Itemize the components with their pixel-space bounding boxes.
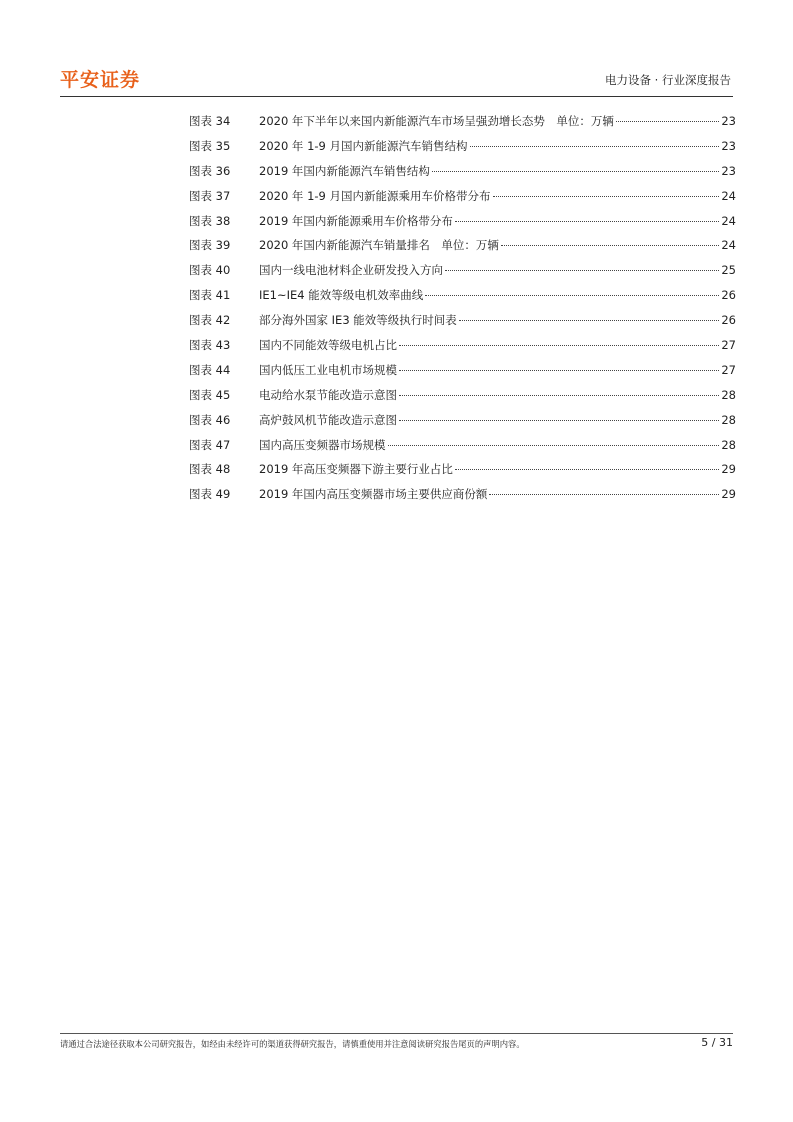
figure-label: 图表 44 [189, 362, 231, 377]
figure-page-number: 23 [721, 114, 736, 128]
figure-title: 国内不同能效等级电机占比 [259, 338, 397, 353]
figure-label: 图表 46 [189, 412, 231, 427]
footer-disclaimer: 请通过合法途径获取本公司研究报告，如经由未经许可的渠道获得研究报告，请慎重使用并注意阅读研究报告尾页的声明内容。 [60, 1039, 525, 1049]
figure-title: 国内低压工业电机市场规模 [259, 362, 397, 377]
figure-label: 图表 43 [189, 338, 231, 353]
figure-label: 图表 41 [189, 288, 231, 303]
toc-entry[interactable] [189, 163, 736, 188]
figure-label: 图表 36 [189, 163, 231, 178]
figure-title: 2020 年 1-9 月国内新能源汽车销售结构 [259, 138, 468, 153]
toc-entry[interactable] [189, 486, 736, 511]
page-header [60, 64, 733, 98]
figure-label: 图表 48 [189, 462, 231, 477]
figure-title: 2019 年国内高压变频器市场主要供应商份额 [259, 487, 488, 502]
dot-leader [501, 244, 719, 246]
page-number: 5 / 31 [701, 1036, 733, 1049]
figure-label: 图表 49 [189, 487, 231, 502]
dot-leader [459, 319, 720, 321]
figure-page-number: 28 [721, 437, 736, 452]
figure-page-number: 29 [721, 487, 736, 502]
toc-entry[interactable] [189, 287, 736, 312]
dot-leader [432, 170, 719, 172]
dot-leader [470, 145, 720, 147]
report-category: 电力设备 · 行业深度报告 [605, 73, 731, 87]
figure-page-number: 26 [721, 288, 736, 303]
toc-entry[interactable] [189, 188, 736, 213]
figure-page-number: 29 [721, 462, 736, 477]
toc-entry[interactable] [189, 362, 736, 387]
figure-label: 图表 38 [189, 213, 231, 228]
toc-entry[interactable] [189, 138, 736, 163]
figure-page-number: 23 [721, 163, 736, 178]
figure-page-number: 27 [721, 338, 736, 353]
figure-title: 2019 年高压变频器下游主要行业占比 [259, 462, 453, 477]
toc-entry[interactable] [189, 412, 736, 437]
toc-entry[interactable] [189, 213, 736, 238]
dot-leader [399, 419, 719, 421]
figure-label: 图表 40 [189, 263, 231, 278]
toc-entry[interactable] [189, 312, 736, 337]
toc-entry[interactable] [189, 461, 736, 486]
figure-title: 2019 年国内新能源乘用车价格带分布 [259, 213, 453, 228]
figure-title: 2020 年国内新能源汽车销量排名 单位：万辆 [259, 238, 499, 253]
figure-page-number: 27 [721, 362, 736, 377]
toc-entry[interactable] [189, 387, 736, 412]
figure-label: 图表 39 [189, 238, 231, 253]
dot-leader [399, 394, 719, 396]
figure-page-number: 24 [721, 188, 736, 203]
figure-page-number: 28 [721, 387, 736, 402]
toc-entry[interactable] [189, 337, 736, 362]
toc-entry[interactable] [189, 237, 736, 262]
footer-divider [60, 1033, 733, 1034]
figure-title: 2019 年国内新能源汽车销售结构 [259, 163, 430, 178]
figure-label: 图表 34 [189, 114, 231, 128]
dot-leader [445, 269, 719, 271]
figure-title: IE1~IE4 能效等级电机效率曲线 [259, 288, 424, 303]
dot-leader [388, 444, 720, 446]
figure-title: 国内高压变频器市场规模 [259, 437, 386, 452]
figure-title: 部分海外国家 IE3 能效等级执行时间表 [259, 313, 457, 328]
toc-entry[interactable] [189, 437, 736, 462]
figure-title: 2020 年下半年以来国内新能源汽车市场呈强劲增长态势 单位：万辆 [259, 114, 614, 128]
figure-page-number: 25 [721, 263, 736, 278]
figure-title: 高炉鼓风机节能改造示意图 [259, 412, 397, 427]
figure-title: 电动给水泵节能改造示意图 [259, 387, 397, 402]
figure-page-number: 24 [721, 238, 736, 253]
dot-leader [399, 369, 719, 371]
figure-title: 2020 年 1-9 月国内新能源乘用车价格带分布 [259, 188, 491, 203]
dot-leader [489, 493, 719, 495]
figure-page-number: 28 [721, 412, 736, 427]
figure-page-number: 24 [721, 213, 736, 228]
toc-entry[interactable] [189, 262, 736, 287]
dot-leader [399, 344, 719, 346]
figure-label: 图表 45 [189, 387, 231, 402]
figure-label: 图表 35 [189, 138, 231, 153]
figure-page-number: 23 [721, 138, 736, 153]
header-divider [60, 96, 733, 97]
figure-page-number: 26 [721, 313, 736, 328]
figure-label: 图表 47 [189, 437, 231, 452]
figure-index-list [189, 113, 736, 511]
figure-label: 图表 42 [189, 313, 231, 328]
company-logo: 平安证券 [60, 69, 141, 91]
dot-leader [455, 220, 719, 222]
figure-title: 国内一线电池材料企业研发投入方向 [259, 263, 443, 278]
dot-leader [425, 294, 719, 296]
dot-leader [616, 120, 719, 122]
dot-leader [493, 195, 720, 197]
dot-leader [455, 468, 719, 470]
figure-label: 图表 37 [189, 188, 231, 203]
toc-entry[interactable] [189, 113, 736, 138]
